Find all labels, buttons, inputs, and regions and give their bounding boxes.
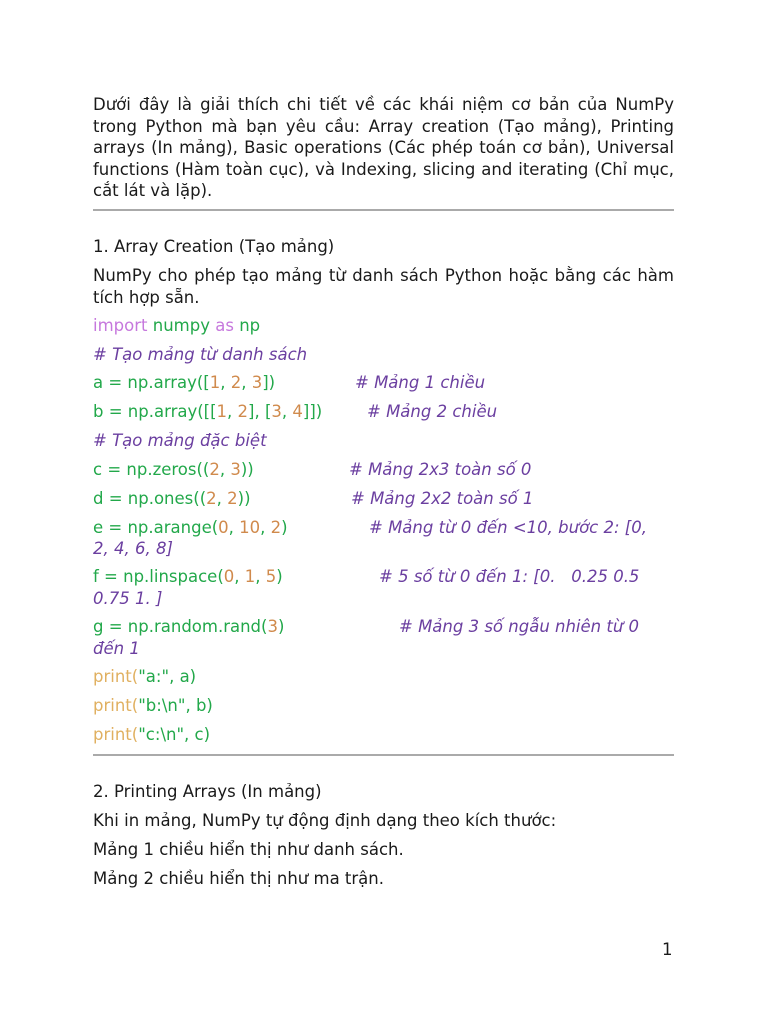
code-text: ) bbox=[281, 518, 288, 537]
section-heading: 2. Printing Arrays (In mảng) bbox=[93, 782, 322, 801]
code-number: 2 bbox=[237, 402, 249, 421]
code-number: 2 bbox=[230, 373, 242, 392]
code-string: "c:\n" bbox=[138, 725, 185, 744]
code-text: f = np.linspace( bbox=[93, 567, 224, 586]
code-text: , bbox=[234, 567, 245, 586]
code-text: a = np.array([ bbox=[93, 373, 210, 392]
code-line-e bbox=[93, 517, 674, 539]
code-comment: # Tạo mảng đặc biệt bbox=[93, 431, 267, 450]
code-text: , bbox=[260, 518, 271, 537]
section-heading: 1. Array Creation (Tạo mảng) bbox=[93, 237, 335, 256]
code-comment: # Mảng 3 số ngẫu nhiên từ 0 bbox=[399, 617, 640, 636]
code-number: 0 bbox=[218, 518, 229, 537]
page-number: 1 bbox=[662, 940, 673, 959]
code-comment: # Tạo mảng từ danh sách bbox=[93, 345, 308, 364]
code-number: 3 bbox=[267, 617, 278, 636]
code-line-b bbox=[93, 401, 674, 423]
code-text: , a) bbox=[169, 667, 197, 686]
code-text: d = np.ones(( bbox=[93, 489, 207, 508]
code-builtin: print bbox=[93, 667, 132, 686]
code-string: "b:\n" bbox=[138, 696, 186, 715]
code-text: e = np.arange( bbox=[93, 518, 219, 537]
code-line-g bbox=[93, 616, 674, 638]
code-text: , bbox=[220, 373, 231, 392]
code-line-f bbox=[93, 566, 674, 588]
code-comment: # 5 số từ 0 đến 1: [0. 0.25 0.5 bbox=[379, 567, 640, 586]
code-line-print-a bbox=[93, 666, 674, 688]
code-text: g = np.random.rand( bbox=[93, 617, 268, 636]
code-builtin: print bbox=[93, 725, 132, 744]
code-keyword: as bbox=[215, 316, 234, 335]
code-line-d bbox=[93, 488, 674, 510]
code-comment-continued: 2, 4, 6, 8] bbox=[93, 539, 173, 558]
code-comment-continued: đến 1 bbox=[93, 639, 140, 658]
code-text: ]) bbox=[262, 373, 276, 392]
code-line-import bbox=[93, 315, 674, 337]
code-text: ( bbox=[131, 667, 139, 686]
code-identifier: np bbox=[239, 316, 261, 335]
code-comment: # Mảng từ 0 đến <10, bước 2: [0, bbox=[369, 518, 647, 537]
code-text: , bbox=[216, 489, 228, 508]
code-number: 2 bbox=[227, 489, 238, 508]
code-line-c bbox=[93, 459, 674, 481]
code-text: , bbox=[241, 373, 252, 392]
code-identifier: numpy bbox=[152, 316, 210, 335]
code-text: ], [ bbox=[248, 402, 272, 421]
code-comment: # Mảng 2x2 toàn số 1 bbox=[351, 489, 534, 508]
intro-paragraph: Dưới đây là giải thích chi tiết về các khái niệm cơ bản của NumPy trong Python mà bạn yêu cầu: Array creation (Tạo mảng), Printing arrays (In mảng), Basic operations (Các phép toán cơ bản), Universal functions (Hàm toàn cục), và Indexing, slicing and iterating (Chỉ mục, cắt lát và lặp). bbox=[93, 95, 674, 200]
code-comment-continued: 0.75 1. ] bbox=[93, 589, 163, 608]
code-text: ) bbox=[276, 567, 283, 586]
code-comment: # Mảng 1 chiều bbox=[355, 373, 486, 392]
code-number: 3 bbox=[251, 373, 263, 392]
code-line-print-b bbox=[93, 695, 674, 717]
code-text: , bbox=[227, 402, 238, 421]
code-text: )) bbox=[237, 489, 251, 508]
code-text: ]]) bbox=[302, 402, 323, 421]
code-text: , bbox=[219, 460, 231, 479]
code-text: ( bbox=[131, 725, 139, 744]
body-line: Khi in mảng, NumPy tự động định dạng theo kích thước: bbox=[93, 811, 557, 830]
code-comment: # Mảng 2x3 toàn số 0 bbox=[349, 460, 532, 479]
code-line-print-c bbox=[93, 724, 674, 746]
code-line-a bbox=[93, 372, 674, 394]
code-text: , c) bbox=[184, 725, 211, 744]
code-keyword: import bbox=[93, 316, 148, 335]
code-number: 1 bbox=[209, 373, 221, 392]
code-string: "a:" bbox=[138, 667, 170, 686]
code-number: 3 bbox=[230, 460, 241, 479]
code-builtin: print bbox=[93, 696, 132, 715]
code-text: , bbox=[281, 402, 293, 421]
code-number: 1 bbox=[244, 567, 256, 586]
code-text: ( bbox=[131, 696, 139, 715]
divider bbox=[93, 754, 674, 756]
code-text: b = np.array([[ bbox=[93, 402, 217, 421]
code-number: 3 bbox=[271, 402, 282, 421]
code-text: , bbox=[228, 518, 240, 537]
code-number: 4 bbox=[292, 402, 303, 421]
code-comment: # Mảng 2 chiều bbox=[367, 402, 498, 421]
code-text: )) bbox=[240, 460, 254, 479]
section-text: NumPy cho phép tạo mảng từ danh sách Python hoặc bằng các hàm tích hợp sẵn. bbox=[93, 266, 674, 307]
code-text: ) bbox=[277, 617, 285, 636]
code-number: 1 bbox=[216, 402, 228, 421]
code-text: c = np.zeros(( bbox=[93, 460, 210, 479]
code-number: 2 bbox=[270, 518, 282, 537]
code-number: 10 bbox=[239, 518, 261, 537]
body-line: Mảng 2 chiều hiển thị như ma trận. bbox=[93, 869, 384, 888]
code-number: 0 bbox=[223, 567, 235, 586]
code-number: 5 bbox=[265, 567, 277, 586]
code-number: 2 bbox=[209, 460, 220, 479]
code-text: , b) bbox=[185, 696, 213, 715]
divider bbox=[93, 209, 674, 211]
body-line: Mảng 1 chiều hiển thị như danh sách. bbox=[93, 840, 404, 859]
code-number: 2 bbox=[206, 489, 217, 508]
code-text: , bbox=[255, 567, 266, 586]
